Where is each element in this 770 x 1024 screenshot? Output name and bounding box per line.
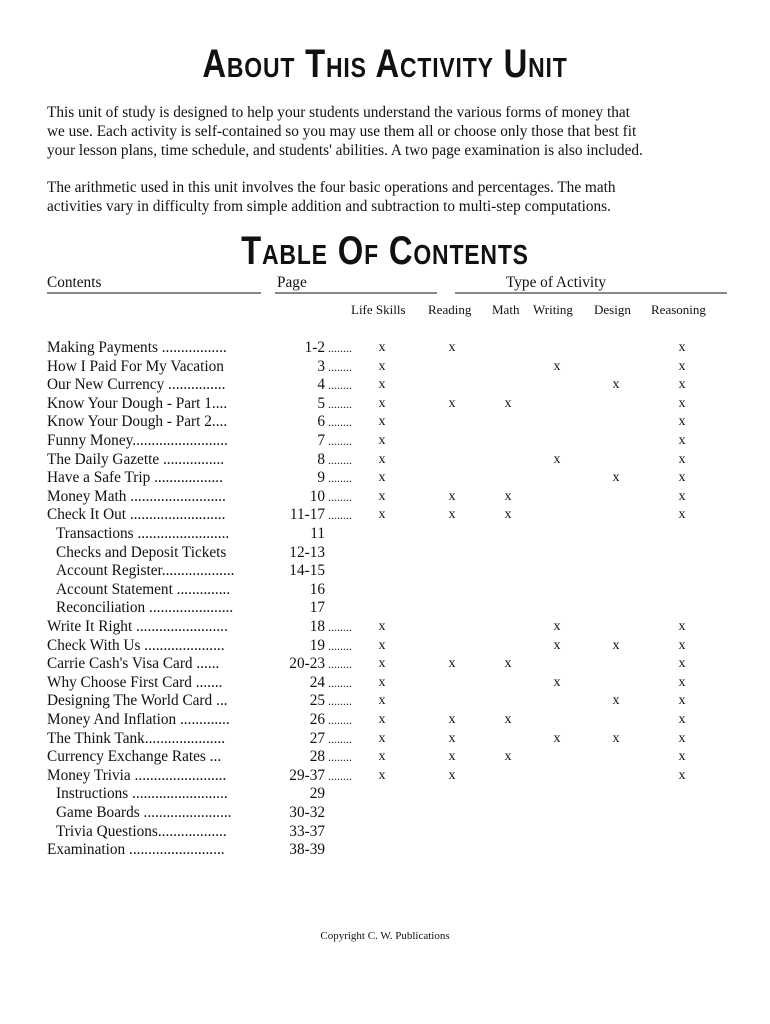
mark-reasoning: x xyxy=(678,470,686,486)
page-number: 7 xyxy=(317,432,325,449)
mark-life-skills: x xyxy=(378,414,386,430)
mark-reasoning: x xyxy=(678,712,686,727)
toc-row xyxy=(0,655,770,673)
activity-name: Have a Safe Trip .................. xyxy=(47,469,223,487)
intro-line: your lesson plans, time schedule, and students' abilities. A two page examination is also included. xyxy=(47,142,643,159)
mark-design: x xyxy=(612,693,620,709)
page-number: 4 xyxy=(317,376,325,394)
leader-dots: ........ xyxy=(328,396,352,411)
toc-row xyxy=(0,451,770,469)
mark-reasoning: x xyxy=(678,693,686,709)
mark-writing: x xyxy=(553,637,561,653)
page-number: 12-13 xyxy=(289,543,325,561)
mark-reading: x xyxy=(448,656,456,672)
page-number: 25 xyxy=(309,692,325,710)
toc-row xyxy=(0,637,770,655)
activity-name: Checks and Deposit Tickets xyxy=(56,543,227,561)
page-number: 8 xyxy=(317,450,325,468)
page-number: 16 xyxy=(309,580,325,598)
page-number: 10 xyxy=(309,487,325,505)
activity-name: The Daily Gazette ................ xyxy=(47,450,225,468)
toc-row xyxy=(0,432,770,450)
activity-name: Account Statement .............. xyxy=(56,580,231,598)
mark-life-skills: x xyxy=(378,637,386,653)
activity-name: Designing The World Card ... xyxy=(47,692,228,710)
leader-dots: ........ xyxy=(328,620,352,634)
toc-row xyxy=(0,692,770,710)
mark-reasoning: x xyxy=(678,414,686,430)
toc-row xyxy=(0,562,770,580)
intro-line: This unit of study is designed to help your students understand the various forms of money that xyxy=(47,104,630,121)
toc-row xyxy=(0,711,770,729)
math-line: activities vary in difficulty from simple addition and subtraction to multi-step computations. xyxy=(47,198,611,215)
leader-dots: ........ xyxy=(328,675,352,690)
toc-row xyxy=(0,618,770,636)
page-number: 14-15 xyxy=(289,562,325,580)
mark-life-skills: x xyxy=(378,749,386,765)
mark-reading: x xyxy=(448,712,456,727)
activity-name: Account Register................... xyxy=(56,562,235,580)
mark-life-skills: x xyxy=(378,395,386,411)
mark-reading: x xyxy=(448,488,456,504)
page-number: 3 xyxy=(317,357,325,375)
mark-writing: x xyxy=(553,730,561,746)
activity-name: Trivia Questions.................. xyxy=(56,822,227,840)
mark-math: x xyxy=(504,749,512,765)
toc-row xyxy=(0,804,770,822)
page-number: 6 xyxy=(317,413,325,431)
activity-name: Check With Us ..................... xyxy=(47,636,225,654)
leader-dots: ........ xyxy=(328,341,352,355)
leader-dots: ........ xyxy=(328,452,352,467)
mark-reasoning: x xyxy=(678,637,686,653)
mark-design: x xyxy=(612,637,620,653)
mark-reasoning: x xyxy=(678,433,686,448)
mark-math: x xyxy=(504,507,512,523)
mark-reasoning: x xyxy=(678,395,686,411)
activity-name: Know Your Dough - Part 2.... xyxy=(47,413,228,431)
copyright-notice: Copyright C. W. Publications xyxy=(320,930,450,942)
mark-reading: x xyxy=(448,507,456,523)
toc-row xyxy=(0,748,770,766)
mark-writing: x xyxy=(553,619,561,634)
activity-name: Money And Inflation ............. xyxy=(47,711,230,728)
toc-row xyxy=(0,413,770,431)
mark-reading: x xyxy=(448,749,456,765)
page-number: 1-2 xyxy=(304,339,325,356)
mark-math: x xyxy=(504,395,512,411)
activity-name: How I Paid For My Vacation xyxy=(47,357,224,375)
page-number: 20-23 xyxy=(289,655,325,673)
page-number: 17 xyxy=(309,599,325,617)
mark-reasoning: x xyxy=(678,767,686,783)
leader-dots: ........ xyxy=(328,508,352,523)
activity-name: Reconciliation ...................... xyxy=(56,599,234,617)
toc-row xyxy=(0,599,770,617)
mark-life-skills: x xyxy=(378,693,386,709)
mark-reading: x xyxy=(448,340,456,355)
page-number: 5 xyxy=(317,394,325,412)
toc-row xyxy=(0,376,770,394)
page-number: 18 xyxy=(309,618,325,635)
mark-math: x xyxy=(504,488,512,504)
toc-row xyxy=(0,488,770,506)
leader-dots: ........ xyxy=(328,713,352,727)
toc-row xyxy=(0,841,770,859)
mark-reasoning: x xyxy=(678,488,686,504)
activity-name: Funny Money......................... xyxy=(47,432,228,449)
toc-row xyxy=(0,469,770,487)
intro-line: we use. Each activity is self-contained so you may use them all or choose only those that best fit xyxy=(47,123,637,140)
page-number: 33-37 xyxy=(289,822,325,840)
page-number: 28 xyxy=(309,748,325,766)
toc-row xyxy=(0,506,770,524)
mark-life-skills: x xyxy=(378,656,386,672)
mark-reasoning: x xyxy=(678,451,686,467)
mark-life-skills: x xyxy=(378,619,386,634)
mark-life-skills: x xyxy=(378,488,386,504)
activity-name: Making Payments ................. xyxy=(47,339,227,356)
toc-row xyxy=(0,823,770,841)
mark-life-skills: x xyxy=(378,340,386,355)
mark-life-skills: x xyxy=(378,470,386,486)
page-number: 9 xyxy=(317,469,325,487)
column-design: Design xyxy=(594,302,631,317)
mark-reasoning: x xyxy=(678,674,686,690)
toc-title: Table Of Contents xyxy=(241,229,529,273)
toc-row xyxy=(0,339,770,357)
mark-life-skills: x xyxy=(378,730,386,746)
page-number: 19 xyxy=(309,636,325,654)
activity-name: Our New Currency ............... xyxy=(47,376,226,394)
mark-reasoning: x xyxy=(678,749,686,765)
header-rule xyxy=(275,292,437,294)
activity-name: Check It Out ......................... xyxy=(47,506,226,524)
page-number: 30-32 xyxy=(289,804,325,821)
leader-dots: ........ xyxy=(328,657,352,672)
mark-math: x xyxy=(504,656,512,672)
mark-reasoning: x xyxy=(678,358,686,374)
leader-dots: ........ xyxy=(328,434,352,448)
intro-paragraph xyxy=(47,103,727,160)
mark-reasoning: x xyxy=(678,340,686,355)
page-number: 24 xyxy=(309,673,325,691)
mark-design: x xyxy=(612,730,620,746)
mark-life-skills: x xyxy=(378,451,386,467)
mark-math: x xyxy=(504,712,512,727)
activity-name: Instructions ......................... xyxy=(56,785,228,803)
toc-row xyxy=(0,358,770,376)
leader-dots: ........ xyxy=(328,638,352,653)
page-number: 26 xyxy=(309,711,325,728)
toc-row xyxy=(0,395,770,413)
mark-life-skills: x xyxy=(378,433,386,448)
mark-writing: x xyxy=(553,674,561,690)
mark-reading: x xyxy=(448,767,456,783)
activity-name: Know Your Dough - Part 1.... xyxy=(47,394,228,412)
page-number: 27 xyxy=(309,729,325,747)
column-writing: Writing xyxy=(533,302,573,317)
toc-row xyxy=(0,581,770,599)
toc-row xyxy=(0,544,770,562)
page-number: 38-39 xyxy=(289,841,325,859)
leader-dots: ........ xyxy=(328,731,352,746)
column-life-skills: Life Skills xyxy=(351,302,406,317)
activity-name: Game Boards ....................... xyxy=(56,804,232,821)
column-reasoning: Reasoning xyxy=(651,302,706,317)
math-line: The arithmetic used in this unit involves the four basic operations and percentages. The math xyxy=(47,179,616,196)
mark-reading: x xyxy=(448,730,456,746)
toc-row xyxy=(0,767,770,785)
page-header: Page xyxy=(277,274,307,291)
page-title: About This Activity Unit xyxy=(202,42,568,86)
leader-dots: ........ xyxy=(328,694,352,709)
activity-name: Currency Exchange Rates ... xyxy=(47,748,222,766)
activity-name: Carrie Cash's Visa Card ...... xyxy=(47,655,220,673)
mark-life-skills: x xyxy=(378,767,386,783)
header-rule xyxy=(47,292,261,294)
mark-reasoning: x xyxy=(678,507,686,523)
mark-life-skills: x xyxy=(378,507,386,523)
activity-name: Money Trivia ........................ xyxy=(47,766,227,784)
column-math: Math xyxy=(492,302,520,317)
leader-dots: ........ xyxy=(328,471,352,486)
mark-design: x xyxy=(612,470,620,486)
math-paragraph xyxy=(47,178,727,216)
leader-dots: ........ xyxy=(328,415,352,430)
contents-header: Contents xyxy=(47,274,102,291)
mark-reasoning: x xyxy=(678,656,686,672)
mark-design: x xyxy=(612,377,620,393)
leader-dots: ........ xyxy=(328,768,352,783)
mark-writing: x xyxy=(553,358,561,374)
page-number: 29 xyxy=(309,785,325,803)
mark-life-skills: x xyxy=(378,358,386,374)
toc-row xyxy=(0,525,770,543)
toc-row xyxy=(0,730,770,748)
leader-dots: ........ xyxy=(328,378,352,393)
toc-row xyxy=(0,674,770,692)
toc-row xyxy=(0,785,770,803)
mark-writing: x xyxy=(553,451,561,467)
activity-name: Examination ......................... xyxy=(47,841,225,859)
page-number: 11 xyxy=(310,525,325,542)
mark-life-skills: x xyxy=(378,377,386,393)
column-reading: Reading xyxy=(428,302,472,317)
mark-life-skills: x xyxy=(378,712,386,727)
activity-name: Write It Right ........................ xyxy=(47,618,228,635)
mark-reasoning: x xyxy=(678,377,686,393)
activity-name: Money Math ......................... xyxy=(47,487,226,505)
mark-reasoning: x xyxy=(678,619,686,634)
mark-reading: x xyxy=(448,395,456,411)
mark-life-skills: x xyxy=(378,674,386,690)
activity-name: The Think Tank..................... xyxy=(47,729,226,747)
page-number: 29-37 xyxy=(289,766,325,784)
activity-name: Why Choose First Card ....... xyxy=(47,673,223,691)
header-rule xyxy=(455,292,727,294)
activity-name: Transactions ........................ xyxy=(56,525,230,542)
mark-reasoning: x xyxy=(678,730,686,746)
leader-dots: ........ xyxy=(328,359,352,374)
leader-dots: ........ xyxy=(328,750,352,765)
type-of-activity-header: Type of Activity xyxy=(506,274,607,291)
leader-dots: ........ xyxy=(328,489,352,504)
page-number: 11-17 xyxy=(289,506,325,524)
